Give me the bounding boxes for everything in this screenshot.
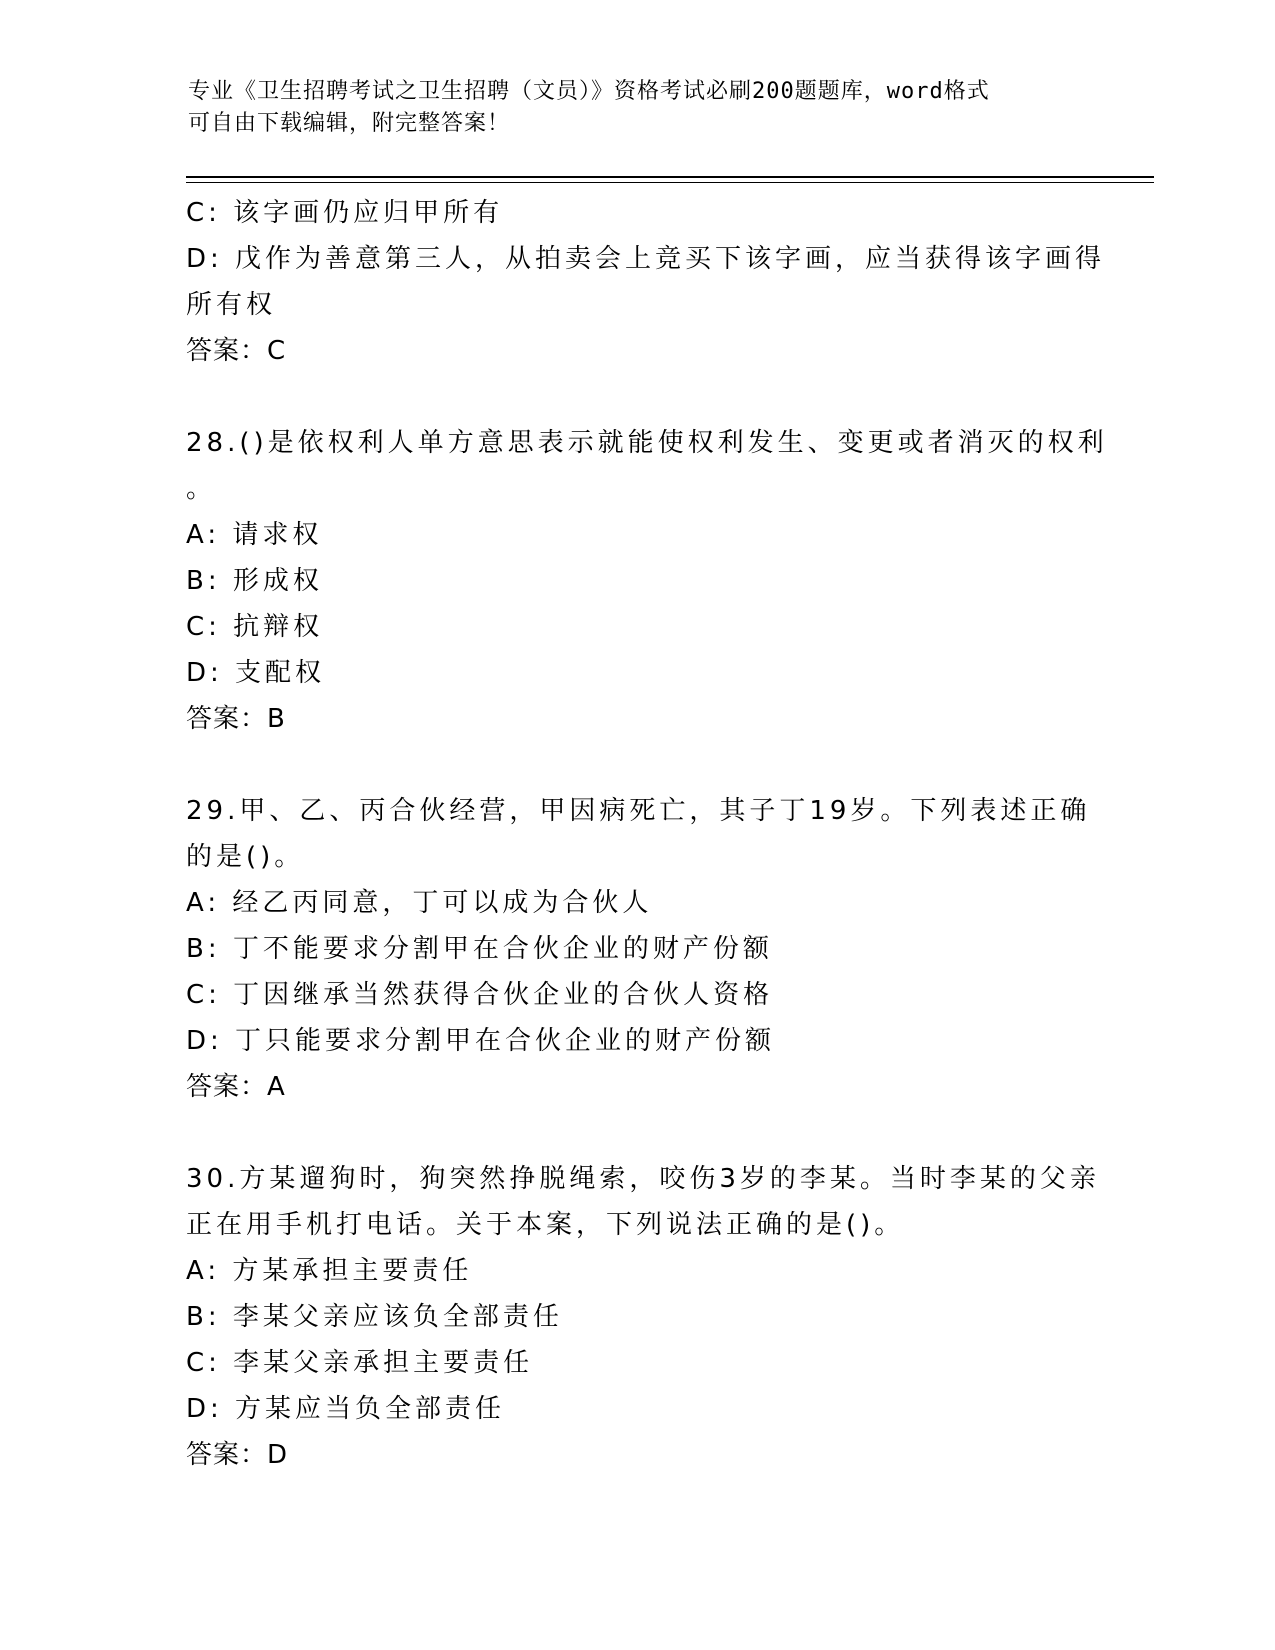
- option-a: A: 请求权: [186, 520, 323, 550]
- option-c: C: 该字画仍应归甲所有: [186, 198, 504, 228]
- option-c: C: 抗辩权: [186, 612, 324, 642]
- option-b: B: 形成权: [186, 566, 323, 596]
- option-c: C: 丁因继承当然获得合伙企业的合伙人资格: [186, 980, 774, 1010]
- header-title-line-1: 专业《卫生招聘考试之卫生招聘（文员）》资格考试必刷200题题库，word格式: [188, 79, 990, 104]
- answer-line: 答案：D: [186, 1440, 289, 1470]
- question-stem: 29.甲、乙、丙合伙经营，甲因病死亡，其子丁19岁。下列表述正确: [186, 796, 1091, 826]
- option-a: A: 方某承担主要责任: [186, 1256, 473, 1286]
- answer-line: 答案：B: [186, 704, 286, 734]
- option-d: D: 戊作为善意第三人，从拍卖会上竞买下该字画，应当获得该字画得: [186, 244, 1106, 274]
- option-b: B: 丁不能要求分割甲在合伙企业的财产份额: [186, 934, 773, 964]
- header-divider-thin: [186, 182, 1154, 183]
- spacer: [186, 742, 1086, 788]
- option-d: D: 方某应当负全部责任: [186, 1394, 506, 1424]
- answer-line: 答案：C: [186, 336, 287, 366]
- option-d: D: 支配权: [186, 658, 326, 688]
- spacer: [186, 374, 1086, 420]
- option-d-continued: 所有权: [186, 290, 277, 320]
- question-stem-continued: 正在用手机打电话。关于本案，下列说法正确的是()。: [186, 1210, 905, 1240]
- previous-question-tail: [186, 190, 1106, 374]
- question-stem: 30.方某遛狗时，狗突然挣脱绳索，咬伤3岁的李某。当时李某的父亲: [186, 1164, 1100, 1194]
- answer-line: 答案：A: [186, 1072, 286, 1102]
- spacer: [186, 1110, 1086, 1156]
- document-header: [188, 76, 1068, 140]
- header-divider-thick: [186, 176, 1154, 178]
- option-a: A: 经乙丙同意，丁可以成为合伙人: [186, 888, 653, 918]
- question-28: [186, 420, 1108, 742]
- option-c: C: 李某父亲承担主要责任: [186, 1348, 534, 1378]
- option-d: D: 丁只能要求分割甲在合伙企业的财产份额: [186, 1026, 776, 1056]
- question-list: [186, 190, 1108, 1478]
- option-b: B: 李某父亲应该负全部责任: [186, 1302, 563, 1332]
- header-title-line-2: 可自由下载编辑，附完整答案！: [188, 111, 511, 136]
- question-29: [186, 788, 1091, 1110]
- question-stem-continued: 的是()。: [186, 842, 305, 872]
- question-stem-continued: 。: [186, 474, 217, 504]
- question-stem: 28.()是依权利人单方意思表示就能使权利发生、变更或者消灭的权利: [186, 428, 1108, 458]
- question-30: [186, 1156, 1100, 1478]
